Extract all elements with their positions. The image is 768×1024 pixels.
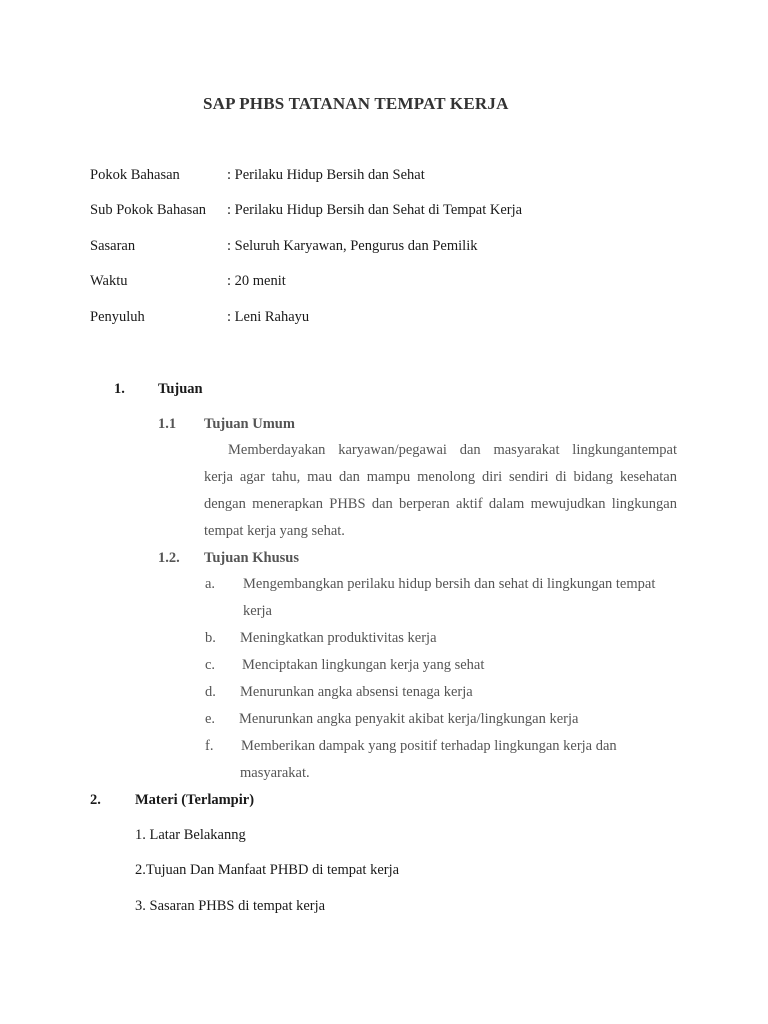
section-2-number: 2. [90,792,101,808]
subsection-1-1-heading: Tujuan Umum [204,416,295,432]
paragraph-line: Memberdayakan karyawan/pegawai dan masyarakat lingkungantempat [228,442,677,458]
info-value-sasaran: : Seluruh Karyawan, Pengurus dan Pemilik [227,238,478,254]
info-label-pokok-bahasan: Pokok Bahasan [90,167,180,183]
list-item-text: kerja [243,603,272,619]
subsection-1-2-number: 1.2. [158,550,180,566]
info-value-sub-pokok-bahasan: : Perilaku Hidup Bersih dan Sehat di Tempat Kerja [227,202,523,218]
document-title: SAP PHBS TATANAN TEMPAT KERJA [203,94,509,113]
list-item-letter: c. [205,657,216,673]
paragraph-line: dengan menerapkan PHBS dan berperan aktif dalam mewujudkan lingkungan [204,496,677,512]
list-item-text: Menurunkan angka penyakit akibat kerja/lingkungan kerja [239,711,579,727]
materi-item: 2.Tujuan Dan Manfaat PHBD di tempat kerja [135,862,400,878]
list-item-text: Meningkatkan produktivitas kerja [240,630,437,646]
info-label-sasaran: Sasaran [90,238,136,254]
list-item-text: Menurunkan angka absensi tenaga kerja [240,684,473,700]
section-1-heading: Tujuan [158,381,203,397]
list-item-letter: f. [205,738,214,754]
list-item-text: Mengembangkan perilaku hidup bersih dan sehat di lingkungan tempat [243,576,656,592]
list-item-text: masyarakat. [240,765,310,781]
subsection-1-2-heading: Tujuan Khusus [204,550,299,566]
list-item-text: Memberikan dampak yang positif terhadap lingkungan kerja dan [241,738,617,754]
paragraph-line: tempat kerja yang sehat. [204,523,345,539]
info-value-penyuluh: : Leni Rahayu [227,309,310,325]
info-value-pokok-bahasan: : Perilaku Hidup Bersih dan Sehat [227,167,425,183]
info-label-waktu: Waktu [90,273,128,289]
list-item-letter: a. [205,576,216,592]
section-2-heading: Materi (Terlampir) [135,792,255,808]
list-item-text: Menciptakan lingkungan kerja yang sehat [242,657,485,673]
section-1-number: 1. [114,381,125,397]
info-value-waktu: : 20 menit [227,273,286,289]
list-item-letter: d. [205,684,216,700]
subsection-1-1-number: 1.1 [158,416,177,432]
info-label-penyuluh: Penyuluh [90,309,145,325]
materi-item: 1. Latar Belakanng [135,827,246,843]
paragraph-line: kerja agar tahu, mau dan mampu menolong diri sendiri di bidang kesehatan [204,469,677,485]
list-item-letter: e. [205,711,216,727]
info-label-sub-pokok-bahasan: Sub Pokok Bahasan [90,202,206,218]
materi-item: 3. Sasaran PHBS di tempat kerja [135,898,326,914]
list-item-letter: b. [205,630,216,646]
